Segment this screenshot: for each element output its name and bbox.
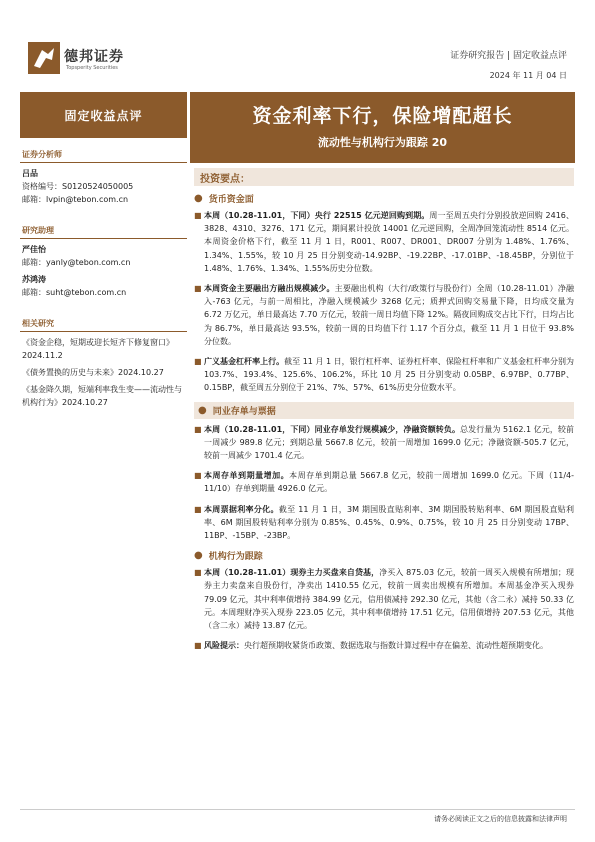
footer-disclaimer[interactable]: 请务必阅读正文之后的信息披露和法律声明 — [434, 815, 567, 823]
footer-divider — [20, 809, 575, 810]
brand-name: 德邦证券 — [64, 49, 124, 65]
report-type: 证券研究报告 | 固定收益点评 — [450, 51, 567, 61]
company-logo-icon — [28, 42, 60, 74]
analyst-name: 吕品 — [22, 169, 38, 178]
key-points-heading: 投资要点： — [194, 168, 574, 186]
bullet-icon: ■ — [194, 504, 202, 514]
risk-paragraph: ■ 风险提示：央行超预期收紧货币政策、数据选取与指数计算过程中存在偏差、流动性超预期变化。 — [194, 639, 574, 652]
related-item[interactable]: 《债务置换的历史与未来》2024.10.27 — [22, 368, 164, 377]
paragraph: ■ 广义基金杠杆率上行。截至 11 月 1 日，银行杠杆率、证券杠杆率、保险杠杆率和广义基金杠杆率分别为 103.7%、193.4%、125.6%、106.2%，环比 10 月 25 日分别变动 0.05BP、6.97BP、0.77BP、0.15BP，截至周五分别位于 21%、7%、57%、61%历史分位数水平。 — [194, 357, 574, 393]
paragraph: ■ 本周票据利率分化。截至 11 月 1 日，3M 期国股直贴利率、3M 期国股转贴利率、6M 期国股直贴利率、6M 期国股转贴利率分别为 0.85%、0.45%、0.9%、0.75%，较 10 月 25 日分别变动 17BP、11BP、-15BP、-23BP。 — [194, 504, 575, 541]
bullet-icon: ● — [194, 193, 203, 204]
main-title: 资金利率下行，保险增配超长 — [252, 105, 513, 127]
assistant-heading: 研究助理 — [20, 220, 187, 239]
assistant-name: 苏鸿涛 — [22, 275, 46, 284]
paragraph: ■ 本周存单到期量增加。本周存单到期总量 5667.8 亿元，较前一周增加 1699.0 亿元。下周（11/4-11/10）存单到期量 4926.0 亿元。 — [194, 471, 574, 494]
section-heading: ● 货币资金面 — [194, 193, 254, 205]
bullet-icon: ● — [198, 404, 207, 416]
paragraph: ■ 本周（10.28-11.01，下同）央行 22515 亿元逆回购到期。周一至周五央行分别投放逆回购 2416、3828、4310、3276、171 亿元，期间累计投放 14001 亿元逆回购，全周净回笼流动性 8514 亿元。本周资金价格下行，截至 11 月 1 日，R001、R007、DR001、DR007 分别为 1.48%、1.76%、1.34%、1.55%，较 10 月 25 日分别变动-14.92BP、-19.22BP、-17.01BP、-18.45BP，分别位于 1.48%、1.76%、1.34%、1.55%历史分位数。 — [194, 211, 574, 273]
section-heading: ● 机构行为跟踪 — [194, 550, 263, 563]
sub-title: 流动性与机构行为跟踪 20 — [317, 136, 448, 149]
bullet-icon: ■ — [194, 357, 202, 367]
bullet-icon: ■ — [194, 424, 202, 434]
related-heading: 相关研究 — [20, 313, 187, 332]
assistant-email: 邮箱：suht@tebon.com.cn — [22, 288, 127, 297]
bullet-icon: ■ — [194, 641, 202, 651]
paragraph: ■ 本周资金主要融出方融出规模减少。主要融出机构（大行/政策行与股份行）全周（10.28-11.01）净融入-763 亿元，与前一周相比，净融入规模减少 3268 亿元；质押式回购交易量下降，日均成交量为 6.72 万亿元，单日最高达 7.70 万亿元，较前一周日均值下降 12%。隔夜回购成交占比下行，日均占比为 86.7%，单日最高达 93.5%，较前一周的日均值下行 1.17 个百分点，截至 11 月 1 日位于 93.8%分位数。 — [194, 284, 575, 346]
bullet-icon: ■ — [194, 211, 202, 220]
bullet-icon: ■ — [194, 471, 202, 481]
title-banner — [190, 92, 575, 163]
page-header — [0, 0, 595, 80]
left-sidebar — [20, 140, 187, 409]
brand-name-en: Topsperity Securities — [66, 65, 118, 71]
report-date: 2024 年 11 月 04 日 — [489, 71, 567, 80]
analyst-cert: 资格编号：S0120524050005 — [22, 182, 134, 191]
bullet-icon: ■ — [194, 568, 202, 578]
paragraph: ■ 本周（10.28-11.01）现券主力买盘来自贷基，净买入 875.03 亿元，较前一周买入规模有所增加；现券主力卖盘来自股份行，净卖出 1410.55 亿元，较前一周卖出规模有所增加。本周基金净买入现券 79.09 亿元，其中利率债增持 384.99 亿元，信用债减持 292.30 亿元，其他（含二永）减持 50.33 亿元。本周理财净买入现券 223.05 亿元，其中利率债增持 17.51 亿元，信用债增持 207.53 亿元，其他（含二永）减持 13.87 亿元。 — [194, 568, 574, 631]
assistant-name: 严佳怡 — [22, 245, 46, 254]
bullet-icon: ■ — [194, 284, 202, 294]
analyst-heading: 证券分析师 — [20, 144, 187, 163]
paragraph: ■ 本周（10.28-11.01，下同）同业存单发行规模减少，净融资额转负。总发行量为 5162.1 亿元，较前一周减少 989.8 亿元；到期总量 5667.8 亿元，较前一周增加 1699.0 亿元；净融资额-505.7 亿元，较前一周减少 1701.4 亿元。 — [194, 424, 574, 461]
related-item[interactable]: 《资金企稳，短期或迎长短齐下修复窗口》2024.11.2 — [22, 338, 174, 360]
related-item[interactable]: 《基金降久期，短端利率我生变——流动性与机构行为》2024.10.27 — [22, 385, 182, 407]
main-content — [194, 168, 574, 659]
bullet-icon: ● — [194, 550, 203, 562]
section-heading: ● 同业存单与票据 — [194, 402, 574, 419]
assistant-email: 邮箱：yanly@tebon.com.cn — [22, 258, 131, 267]
analyst-email: 邮箱：lvpin@tebon.com.cn — [22, 195, 129, 204]
side-banner: 固定收益点评 — [20, 92, 187, 138]
